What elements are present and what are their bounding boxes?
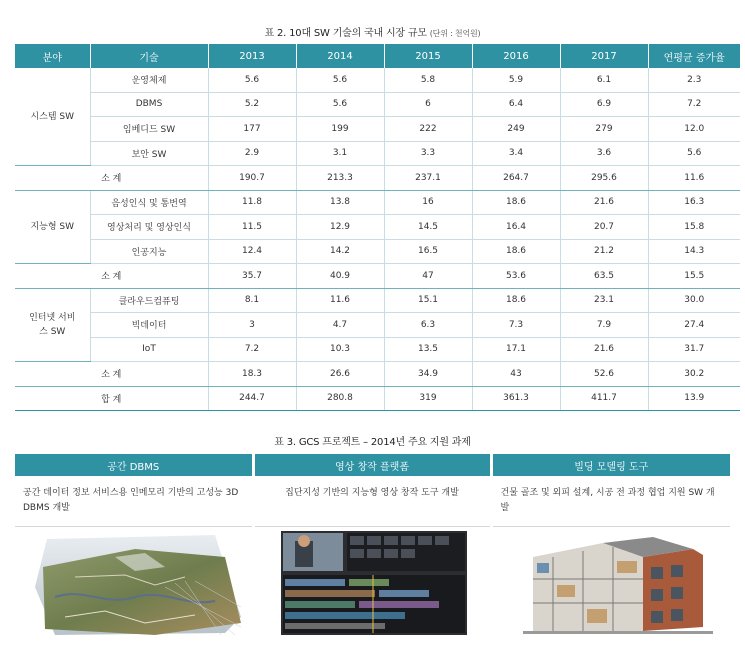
value-cell: 190.7 — [208, 166, 296, 191]
value-cell: 8.1 — [208, 288, 296, 313]
tech-cell: 임베디드 SW — [90, 117, 208, 142]
value-cell: 34.9 — [384, 362, 472, 387]
value-cell: 16.5 — [384, 239, 472, 264]
value-cell: 17.1 — [472, 337, 560, 362]
value-cell: 411.7 — [560, 386, 648, 411]
value-cell: 5.6 — [648, 141, 740, 166]
value-cell: 6.3 — [384, 313, 472, 338]
value-cell: 6 — [384, 92, 472, 117]
video-editor-screenshot-image — [255, 527, 493, 637]
value-cell: 7.9 — [560, 313, 648, 338]
value-cell: 5.2 — [208, 92, 296, 117]
header-field: 분야 — [15, 44, 90, 68]
tech-cell: IoT — [90, 337, 208, 362]
value-cell: 47 — [384, 264, 472, 289]
value-cell: 18.3 — [208, 362, 296, 387]
value-cell: 5.9 — [472, 68, 560, 92]
value-cell: 40.9 — [296, 264, 384, 289]
subtotal-row — [15, 264, 740, 289]
header-tech: 기술 — [90, 44, 208, 68]
value-cell: 13.9 — [648, 386, 740, 411]
value-cell: 14.5 — [384, 215, 472, 240]
value-cell: 18.6 — [472, 239, 560, 264]
value-cell: 3.3 — [384, 141, 472, 166]
subtotal-label: 소 계 — [15, 362, 208, 387]
value-cell: 11.6 — [648, 166, 740, 191]
header-2013: 2013 — [208, 44, 296, 68]
tech-cell: 빅데이터 — [90, 313, 208, 338]
value-cell: 3.4 — [472, 141, 560, 166]
table3-image-row — [15, 527, 730, 637]
group-label-internet-service-sw: 인터넷 서비스 SW — [15, 288, 90, 362]
value-cell: 177 — [208, 117, 296, 142]
table2-header-row — [15, 44, 740, 68]
value-cell: 280.8 — [296, 386, 384, 411]
table-row — [15, 239, 740, 264]
value-cell: 6.1 — [560, 68, 648, 92]
image-cell — [15, 527, 253, 637]
tech-cell: 클라우드컴퓨팅 — [90, 288, 208, 313]
value-cell: 14.3 — [648, 239, 740, 264]
table2-caption — [0, 24, 745, 39]
value-cell: 279 — [560, 117, 648, 142]
value-cell: 15.1 — [384, 288, 472, 313]
tech-cell: 음성인식 및 통번역 — [90, 190, 208, 215]
value-cell: 5.6 — [296, 92, 384, 117]
value-cell: 21.2 — [560, 239, 648, 264]
table3-desc-row — [15, 476, 730, 527]
header-building-modeling: 빌딩 모델링 도구 — [491, 454, 730, 476]
value-cell: 7.3 — [472, 313, 560, 338]
spatial-dbms-desc: 공간 데이터 정보 서비스용 인메모리 기반의 고성능 3D DBMS 개발 — [15, 476, 252, 527]
group-label-system-sw: 시스템 SW — [15, 68, 90, 166]
tech-cell: 운영체제 — [90, 68, 208, 92]
value-cell: 3.6 — [560, 141, 648, 166]
table-row — [15, 68, 740, 92]
value-cell: 222 — [384, 117, 472, 142]
header-cagr: 연평균 증가율 — [648, 44, 740, 68]
value-cell: 295.6 — [560, 166, 648, 191]
tech-cell: 인공지능 — [90, 239, 208, 264]
value-cell: 6.9 — [560, 92, 648, 117]
value-cell: 26.6 — [296, 362, 384, 387]
value-cell: 11.6 — [296, 288, 384, 313]
value-cell: 6.4 — [472, 92, 560, 117]
value-cell: 249 — [472, 117, 560, 142]
building-cutaway-model-image — [493, 527, 732, 637]
value-cell: 11.5 — [208, 215, 296, 240]
value-cell: 12.4 — [208, 239, 296, 264]
value-cell: 20.7 — [560, 215, 648, 240]
value-cell: 2.9 — [208, 141, 296, 166]
value-cell: 244.7 — [208, 386, 296, 411]
value-cell: 53.6 — [472, 264, 560, 289]
value-cell: 52.6 — [560, 362, 648, 387]
building-modeling-desc: 건물 골조 및 외피 설계, 시공 전 과정 협업 지원 SW 개발 — [493, 476, 731, 527]
subtotal-label: 소 계 — [15, 264, 208, 289]
value-cell: 43 — [472, 362, 560, 387]
value-cell: 10.3 — [296, 337, 384, 362]
value-cell: 7.2 — [208, 337, 296, 362]
table-row — [15, 141, 740, 166]
table3-caption: 표 3. GCS 프로젝트 – 2014년 주요 지원 과제 — [274, 437, 471, 448]
value-cell: 27.4 — [648, 313, 740, 338]
value-cell: 12.0 — [648, 117, 740, 142]
table2-title: 표 2. 10대 SW 기술의 국내 시장 규모 — [264, 28, 427, 39]
tech-cell: 영상처리 및 영상인식 — [90, 215, 208, 240]
sw-market-size-table — [15, 44, 740, 411]
group-label-intelligent-sw: 지능형 SW — [15, 190, 90, 264]
header-spatial-dbms: 공간 DBMS — [15, 454, 253, 476]
image-cell — [253, 527, 491, 637]
value-cell: 14.2 — [296, 239, 384, 264]
value-cell: 21.6 — [560, 190, 648, 215]
value-cell: 319 — [384, 386, 472, 411]
value-cell: 16.4 — [472, 215, 560, 240]
value-cell: 4.7 — [296, 313, 384, 338]
desc-cell — [491, 476, 730, 527]
total-row — [15, 386, 740, 411]
terrain-3d-map-image — [15, 527, 253, 637]
tech-cell: 보안 SW — [90, 141, 208, 166]
value-cell: 18.6 — [472, 190, 560, 215]
value-cell: 13.8 — [296, 190, 384, 215]
table2-unit: (단위 : 천억원) — [429, 29, 481, 38]
video-platform-desc: 집단지성 기반의 지능형 영상 창작 도구 개발 — [255, 476, 490, 527]
tech-cell: DBMS — [90, 92, 208, 117]
table-row — [15, 92, 740, 117]
desc-cell — [15, 476, 253, 527]
desc-cell — [253, 476, 491, 527]
value-cell: 3 — [208, 313, 296, 338]
table-row — [15, 117, 740, 142]
value-cell: 16 — [384, 190, 472, 215]
table-row — [15, 190, 740, 215]
table3-header-row — [15, 454, 730, 476]
value-cell: 199 — [296, 117, 384, 142]
header-2015: 2015 — [384, 44, 472, 68]
value-cell: 23.1 — [560, 288, 648, 313]
value-cell: 15.5 — [648, 264, 740, 289]
value-cell: 16.3 — [648, 190, 740, 215]
value-cell: 15.8 — [648, 215, 740, 240]
value-cell: 31.7 — [648, 337, 740, 362]
header-2016: 2016 — [472, 44, 560, 68]
value-cell: 361.3 — [472, 386, 560, 411]
value-cell: 213.3 — [296, 166, 384, 191]
value-cell: 5.6 — [208, 68, 296, 92]
value-cell: 35.7 — [208, 264, 296, 289]
table-row — [15, 215, 740, 240]
gcs-project-table — [15, 454, 730, 637]
value-cell: 63.5 — [560, 264, 648, 289]
image-cell — [491, 527, 730, 637]
header-2017: 2017 — [560, 44, 648, 68]
value-cell: 3.1 — [296, 141, 384, 166]
value-cell: 21.6 — [560, 337, 648, 362]
value-cell: 7.2 — [648, 92, 740, 117]
subtotal-row — [15, 166, 740, 191]
value-cell: 13.5 — [384, 337, 472, 362]
header-video-platform: 영상 창작 플랫폼 — [253, 454, 491, 476]
header-2014: 2014 — [296, 44, 384, 68]
value-cell: 11.8 — [208, 190, 296, 215]
subtotal-row — [15, 362, 740, 387]
value-cell: 237.1 — [384, 166, 472, 191]
table-row — [15, 288, 740, 313]
total-label: 합 계 — [15, 386, 208, 411]
value-cell: 30.0 — [648, 288, 740, 313]
value-cell: 264.7 — [472, 166, 560, 191]
table-row — [15, 313, 740, 338]
table-row — [15, 337, 740, 362]
subtotal-label: 소 계 — [15, 166, 208, 191]
value-cell: 18.6 — [472, 288, 560, 313]
value-cell: 5.6 — [296, 68, 384, 92]
value-cell: 12.9 — [296, 215, 384, 240]
value-cell: 30.2 — [648, 362, 740, 387]
value-cell: 5.8 — [384, 68, 472, 92]
value-cell: 2.3 — [648, 68, 740, 92]
